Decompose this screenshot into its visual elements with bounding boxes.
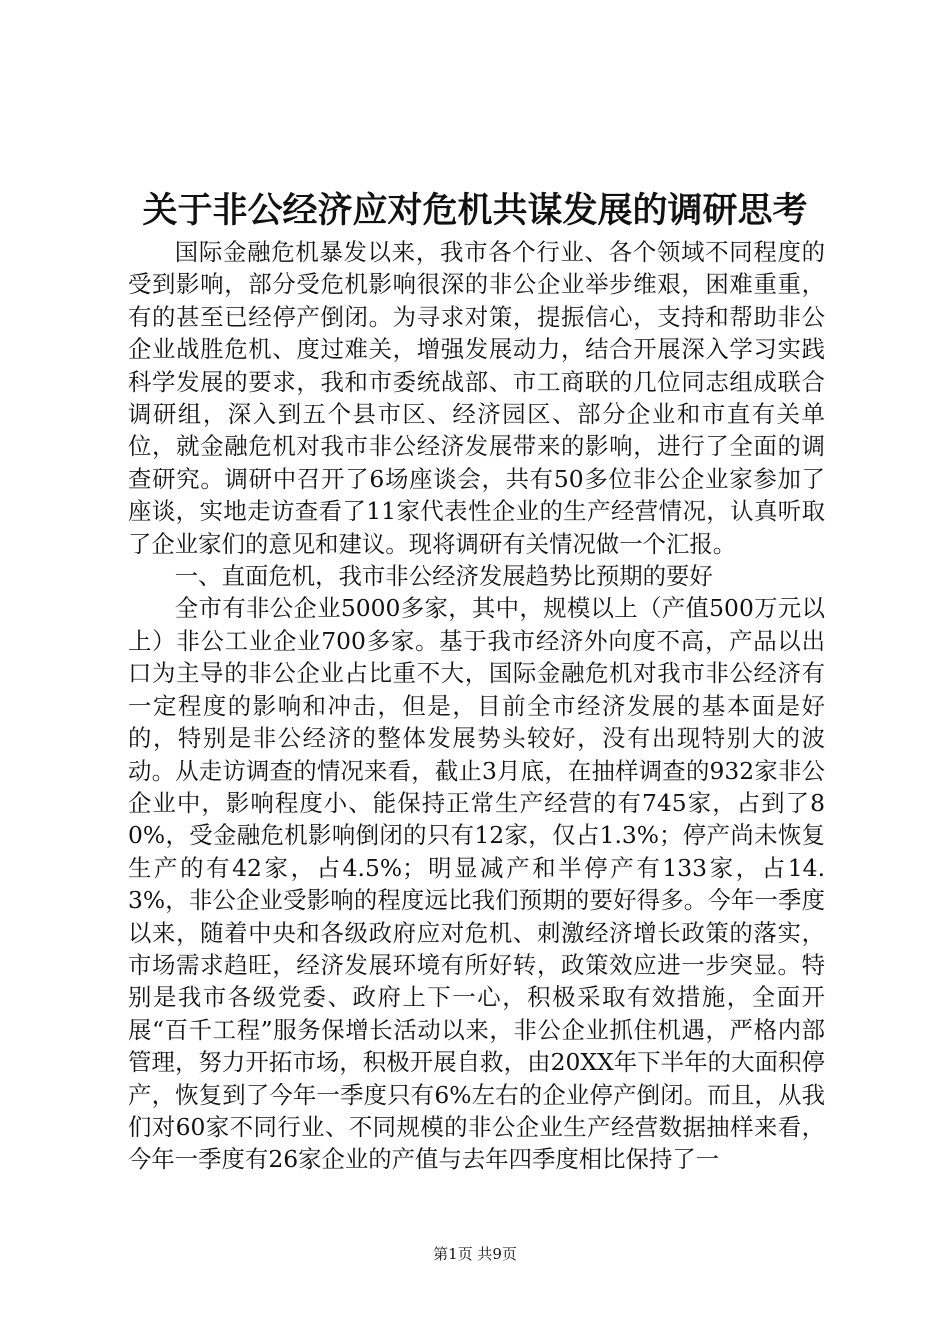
document-title: 关于非公经济应对危机共谋发展的调研思考 <box>142 190 808 231</box>
section-heading: 一、直面危机，我市非公经济发展趋势比预期的要好 <box>174 562 713 591</box>
intro-paragraph: 国际金融危机暴发以来，我市各个行业、各个领域不同程度的受到影响，部分受危机影响很深的非公企业举步维艰，困难重重，有的甚至已经停产倒闭。为寻求对策，提振信心，支持和帮助非公企业战胜危机、度过难关，增强发展动力，结合开展深入学习实践科学发展的要求，我和市委统战部、市工商联的几位同志组成联合调研组，深入到五个县市区、经济园区、部分企业和市直有关单位，就金融危机对我市非公经济发展带来的影响，进行了全面的调查研究。调研中召开了6场座谈会，共有50多位非公企业家参加了座谈，实地走访查看了11家代表性企业的生产经营情况，认真听取了企业家们的意见和建议。现将调研有关情况做一个汇报。 <box>128 238 825 558</box>
page-number-footer: 第1页 共9页 <box>433 1245 517 1263</box>
document-body <box>128 236 825 1176</box>
section-paragraph: 全市有非公企业5000多家，其中，规模以上（产值500万元以上）非公工业企业700多家。基于我市经济外向度不高，产品以出口为主导的非公企业占比重不大，国际金融危机对我市非公经济有一定程度的影响和冲击，但是，目前全市经济发展的基本面是好的，特别是非公经济的整体发展势头较好，没有出现特别大的波动。从走访调查的情况来看，截止3月底，在抽样调查的932家非公企业中，影响程度小、能保持正常生产经营的有745家，占到了80%，受金融危机影响倒闭的只有12家，仅占1.3%；停产尚未恢复生产的有42家，占4.5%；明显减产和半停产有133家，占14.3%，非公企业受影响的程度远比我们预期的要好得多。今年一季度以来，随着中央和各级政府应对危机、刺激经济增长政策的落实，市场需求趋旺，经济发展环境有所好转，政策效应进一步突显。特别是我市各级党委、政府上下一心，积极采取有效措施，全面开展“百千工程”服务保增长活动以来，非公企业抓住机遇，严格内部管理，努力开拓市场，积极开展自救，由20XX年下半年的大面积停产，恢复到了今年一季度只有6%左右的企业停产倒闭。而且，从我们对60家不同行业、不同规模的非公企业生产经营数据抽样来看，今年一季度有26家企业的产值与去年四季度相比保持了一 <box>128 594 825 1174</box>
